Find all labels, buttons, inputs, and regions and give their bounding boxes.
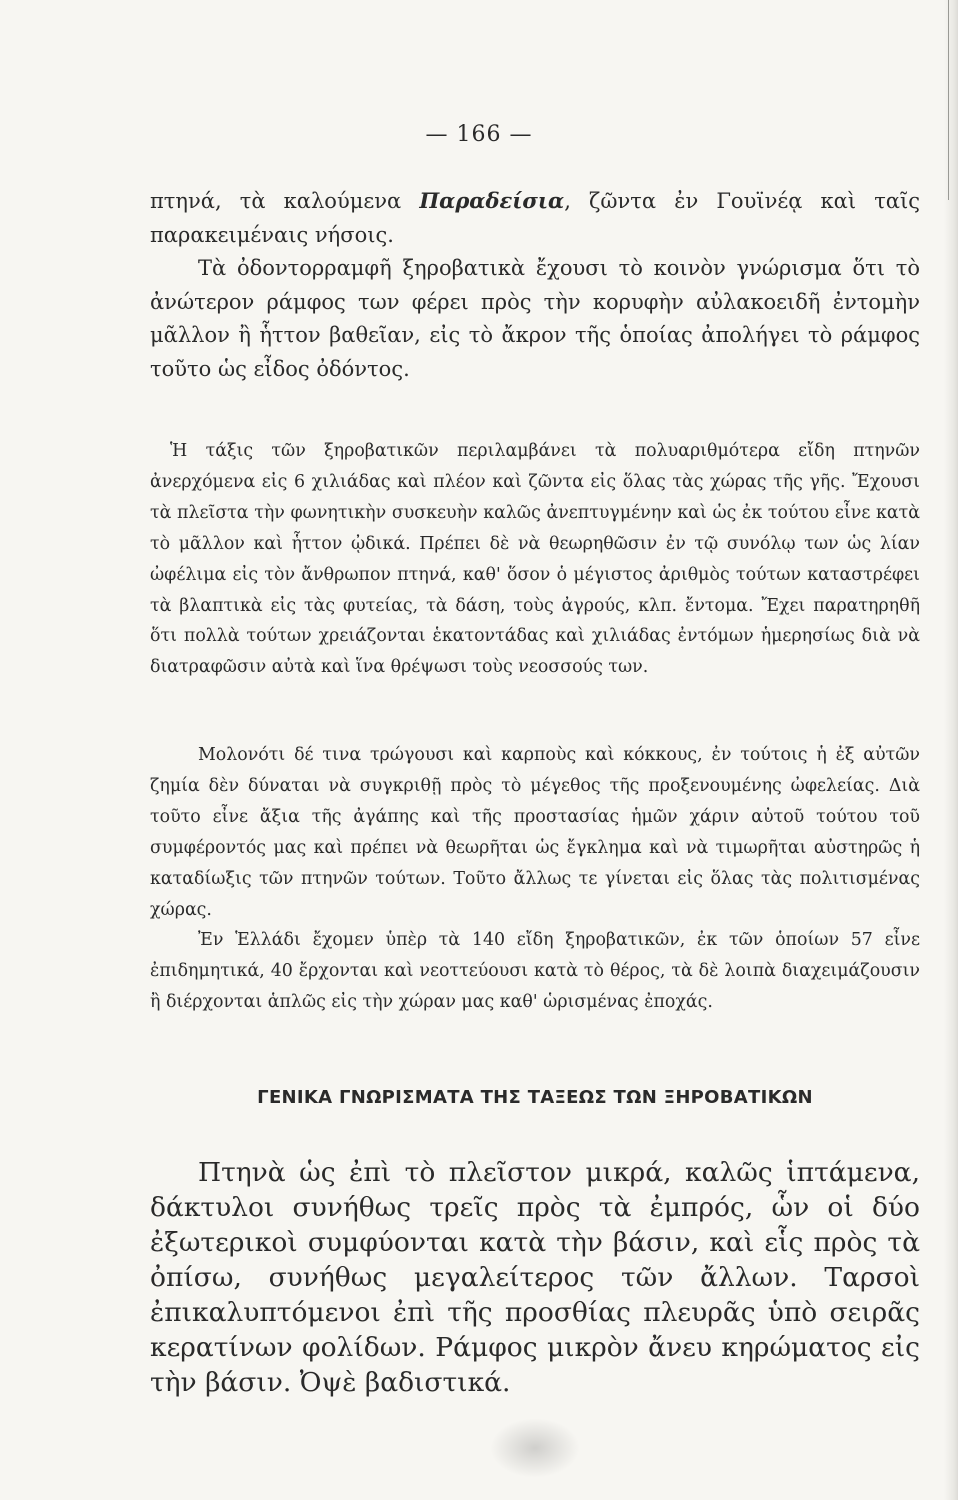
section-heading: ΓΕΝΙΚΑ ΓΝΩΡΙΣΜΑΤΑ ΤΗΣ ΤΑΞΕΩΣ ΤΩΝ ΞΗΡΟΒΑΤΙΚΩΝ: [257, 1087, 813, 1108]
intro-text-a: πτηνά, τὰ καλούμενα: [150, 189, 420, 213]
intro-continuation: [150, 184, 920, 252]
intro-paragraph: Τὰ ὀδοντορραμφῆ ξηροβατικὰ ἔχουσι τὸ κοινὸν γνώρισμα ὅτι τὸ ἀνώτερον ράμφος των φέρει πρὸς τὴν κορυφὴν αὐλακοειδῆ ἐντομὴν μᾶλλον ἢ ἧττον βαθεῖαν, εἰς τὸ ἄκρον τῆς ὁποίας ἀπολήγει τὸ ράμφος τοῦτο ὡς εἶδος ὀδόντος.: [150, 256, 920, 382]
body-paragraph-3: Ἐν Ἑλλάδι ἔχομεν ὑπὲρ τὰ 140 εἴδη ξηροβατικῶν, ἐκ τῶν ὁποίων 57 εἶνε ἐπιδημητικά, 40 ἔρχονται καὶ νεοττεύουσι κατὰ τὸ θέρος, τὰ δὲ λοιπὰ διαχειμάζουσιν ἢ διέρχονται ἁπλῶς εἰς τὴν χώραν μας καθ' ὡρισμένας ἐποχάς.: [150, 930, 920, 1012]
body-paragraph-1: Ἡ τάξις τῶν ξηροβατικῶν περιλαμβάνει τὰ πολυαριθμότερα εἴδη πτηνῶν ἀνερχόμενα εἰς 6 χιλιάδας καὶ πλέον καὶ ζῶντα εἰς ὅλας τὰς χώρας τῆς γῆς. Ἔχουσι τὰ πλεῖστα τὴν φωνητικὴν συσκευὴν καλῶς ἀνεπτυγμένην καὶ ὡς ἐκ τούτου εἶνε κατὰ τὸ μᾶλλον καὶ ἧττον ᾠδικά. Πρέπει δὲ νὰ θεωρηθῶσιν ἐν τῷ συνόλῳ των ὡς λίαν ὠφέλιμα εἰς τὸν ἄνθρωπον πτηνά, καθ' ὅσον ὁ μέγιστος ἀριθμὸς τούτων καταστρέφει τὰ βλαπτικὰ εἰς τὰς φυτείας, τὰ δάση, τοὺς ἀγρούς, κλπ. ἔντομα. Ἔχει παρατηρηθῆ ὅτι πολλὰ τούτων χρειάζονται ἑκατοντάδας καὶ χιλιάδας ἐντόμων ἡμερησίως διὰ νὰ διατραφῶσιν αὐτὰ καὶ ἵνα θρέψωσι τοὺς νεοσσούς των.: [150, 441, 920, 678]
page-edge-line: [948, 0, 949, 200]
summary-paragraph: Πτηνὰ ὡς ἐπὶ τὸ πλεῖστον μικρά, καλῶς ἱπτάμενα, δάκτυλοι συνήθως τρεῖς πρὸς τὰ ἐμπρός, ὧν οἱ δύο ἐξωτερικοὶ συμφύονται κατὰ τὴν βάσιν, καὶ εἷς πρὸς τὰ ὀπίσω, συνήθως μεγαλείτερος τῶν ἄλλων. Ταρσοὶ ἐπικαλυπτόμενοι ἐπὶ τῆς προσθίας πλευρᾶς ὑπὸ σειρᾶς κερατίνων φολίδων. Ράμφος μικρὸν ἄνευ κηρώματος εἰς τὴν βάσιν. Ὀψὲ βαδιστικά.: [150, 1157, 920, 1398]
intro-emphasis: Παραδείσια: [419, 188, 565, 213]
page-edge-shadow: [944, 0, 958, 1500]
ink-smudge: [490, 1418, 580, 1478]
page-number: — 166 —: [425, 122, 533, 147]
intro-text-b: , ζῶντα ἐν Γουϊνέᾳ καὶ ταῖς παρακειμέναις νήσοις.: [150, 189, 920, 247]
body-paragraph-2: Μολονότι δέ τινα τρώγουσι καὶ καρποὺς καὶ κόκκους, ἐν τούτοις ἡ ἐξ αὐτῶν ζημία δὲν δύναται νὰ συγκριθῇ πρὸς τὸ μέγεθος τῆς προξενουμένης ὠφελείας. Διὰ τοῦτο εἶνε ἄξια τῆς ἀγάπης καὶ τῆς προστασίας ἡμῶν χάριν αὐτοῦ τούτου τοῦ συμφέροντός μας καὶ πρέπει νὰ θεωρῆται ὡς ἔγκλημα καὶ νὰ τιμωρῆται αὐστηρῶς ἡ καταδίωξις τῶν πτηνῶν τούτων. Τοῦτο ἄλλως τε γίνεται εἰς ὅλας τὰς πολιτισμένας χώρας.: [150, 745, 920, 920]
